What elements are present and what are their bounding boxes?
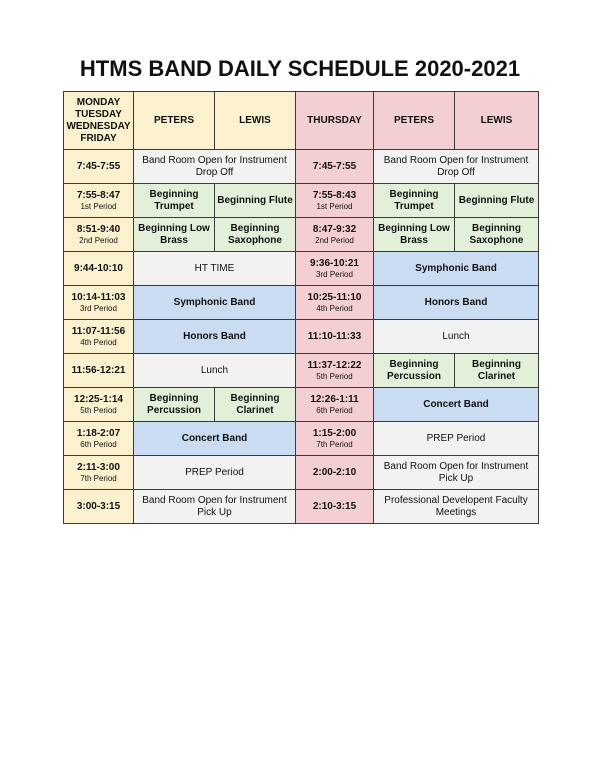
activity-cell: Concert Band — [374, 388, 539, 422]
activity-cell: Lunch — [134, 354, 296, 388]
table-row — [64, 490, 539, 524]
header-days-mtwf — [64, 92, 134, 150]
time-cell-left: 1:18-2:07 6th Period — [64, 422, 134, 456]
header-day-monday: MONDAY — [76, 96, 121, 108]
table-row — [64, 320, 539, 354]
time-cell-left: 7:45-7:55 — [64, 150, 134, 184]
activity-cell: Beginning Trumpet — [134, 184, 215, 218]
table-row — [64, 150, 539, 184]
header-row — [64, 92, 539, 150]
activity-cell: Band Room Open for Instrument Pick Up — [374, 456, 539, 490]
activity-cell: PREP Period — [134, 456, 296, 490]
activity-cell: Band Room Open for Instrument Drop Off — [134, 150, 296, 184]
schedule-table — [63, 91, 539, 524]
activity-cell: Symphonic Band — [134, 286, 296, 320]
activity-cell: Beginning Saxophone — [455, 218, 539, 252]
header-peters: PETERS — [134, 92, 215, 150]
header-thursday: THURSDAY — [296, 92, 374, 150]
time-cell-right: 2:00-2:10 — [296, 456, 374, 490]
table-row — [64, 286, 539, 320]
table-row — [64, 252, 539, 286]
time-cell-left: 2:11-3:00 7th Period — [64, 456, 134, 490]
time-cell-right: 12:26-1:11 6th Period — [296, 388, 374, 422]
activity-cell: Symphonic Band — [374, 252, 539, 286]
time-cell-left: 3:00-3:15 — [64, 490, 134, 524]
table-row — [64, 456, 539, 490]
time-cell-left: 11:07-11:56 4th Period — [64, 320, 134, 354]
table-row — [64, 354, 539, 388]
time-cell-left: 10:14-11:03 3rd Period — [64, 286, 134, 320]
table-row — [64, 388, 539, 422]
table-row — [64, 218, 539, 252]
header-day-wednesday: WEDNESDAY — [66, 120, 131, 132]
time-cell-left: 8:51-9:40 2nd Period — [64, 218, 134, 252]
activity-cell: Beginning Trumpet — [374, 184, 455, 218]
table-row — [64, 422, 539, 456]
activity-cell: HT TIME — [134, 252, 296, 286]
activity-cell: Beginning Percussion — [134, 388, 215, 422]
time-cell-right: 1:15-2:00 7th Period — [296, 422, 374, 456]
activity-cell: Beginning Flute — [455, 184, 539, 218]
header-peters-thursday: PETERS — [374, 92, 455, 150]
activity-cell: Beginning Low Brass — [134, 218, 215, 252]
activity-cell: Honors Band — [374, 286, 539, 320]
page-title: HTMS BAND DAILY SCHEDULE 2020-2021 — [79, 56, 521, 81]
activity-cell: Honors Band — [134, 320, 296, 354]
header-lewis-thursday: LEWIS — [455, 92, 539, 150]
header-lewis: LEWIS — [215, 92, 296, 150]
activity-cell: Beginning Clarinet — [455, 354, 539, 388]
activity-cell: Concert Band — [134, 422, 296, 456]
activity-cell: Beginning Saxophone — [215, 218, 296, 252]
activity-cell: Lunch — [374, 320, 539, 354]
time-cell-right: 8:47-9:32 2nd Period — [296, 218, 374, 252]
time-cell-right: 11:37-12:22 5th Period — [296, 354, 374, 388]
table-row — [64, 184, 539, 218]
time-cell-left: 7:55-8:47 1st Period — [64, 184, 134, 218]
time-cell-left: 9:44-10:10 — [64, 252, 134, 286]
time-cell-left: 11:56-12:21 — [64, 354, 134, 388]
time-cell-right: 11:10-11:33 — [296, 320, 374, 354]
time-cell-right: 7:45-7:55 — [296, 150, 374, 184]
time-cell-left: 12:25-1:14 5th Period — [64, 388, 134, 422]
header-day-tuesday: TUESDAY — [75, 108, 122, 120]
activity-cell: Beginning Low Brass — [374, 218, 455, 252]
time-cell-right: 10:25-11:10 4th Period — [296, 286, 374, 320]
activity-cell: Professional Developent Faculty Meetings — [374, 490, 539, 524]
activity-cell: Band Room Open for Instrument Drop Off — [374, 150, 539, 184]
header-day-friday: FRIDAY — [80, 132, 117, 144]
time-cell-right: 9:36-10:21 3rd Period — [296, 252, 374, 286]
time-cell-right: 7:55-8:43 1st Period — [296, 184, 374, 218]
activity-cell: Beginning Percussion — [374, 354, 455, 388]
activity-cell: PREP Period — [374, 422, 539, 456]
activity-cell: Band Room Open for Instrument Pick Up — [134, 490, 296, 524]
activity-cell: Beginning Clarinet — [215, 388, 296, 422]
time-cell-right: 2:10-3:15 — [296, 490, 374, 524]
activity-cell: Beginning Flute — [215, 184, 296, 218]
